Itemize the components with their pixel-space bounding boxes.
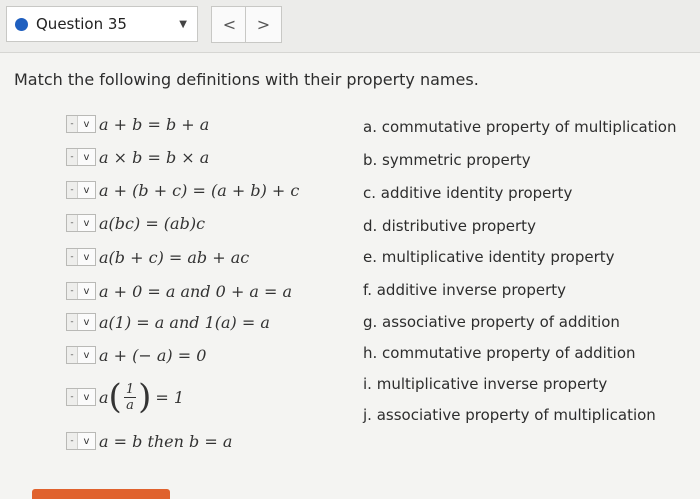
match-dropdown[interactable]: - v [66,148,96,166]
chevron-down-icon: v [83,184,90,196]
property-option: j. associative property of multiplication [363,406,656,424]
definition-row [66,311,270,333]
property-option: b. symmetric property [363,151,531,169]
definition-row [66,146,209,168]
property-option: i. multiplicative inverse property [363,375,608,393]
property-option: a. commutative property of multiplication [363,118,677,136]
definition-text: a + (b + c) = (a + b) + c [99,180,300,200]
submit-button[interactable] [32,489,170,499]
match-dropdown[interactable]: - v [66,346,96,364]
fraction-prefix: a [99,387,109,407]
definition-fraction [99,377,185,417]
match-dropdown[interactable]: - v [66,214,96,232]
chevron-right-icon: > [256,15,271,34]
question-selector[interactable] [6,6,198,42]
property-option: h. commutative property of addition [363,344,636,362]
definition-text: a = b then b = a [99,431,233,451]
definition-text: a(1) = a and 1(a) = a [99,312,270,332]
match-dropdown[interactable]: - v [66,432,96,450]
dropdown-triangle-icon: ▼ [179,18,187,30]
definition-row [66,280,292,302]
property-option: c. additive identity property [363,184,573,202]
status-dot-icon [15,18,28,31]
fraction-suffix: = 1 [155,387,185,407]
chevron-down-icon: v [83,217,90,229]
question-prompt: Match the following definitions with their property names. [14,70,479,89]
definition-row [66,377,185,417]
definition-text: a + (− a) = 0 [99,345,207,365]
definition-text: a(b + c) = ab + ac [99,247,250,267]
right-paren-icon: ) [138,377,152,417]
definition-row [66,212,205,234]
chevron-left-icon: < [222,15,237,34]
fraction-numerator: 1 [125,381,135,397]
definition-text: a × b = b × a [99,147,210,167]
match-dropdown[interactable]: - v [66,115,96,133]
previous-question-button[interactable] [211,6,248,43]
match-dropdown[interactable]: - v [66,388,96,406]
property-option: d. distributive property [363,217,536,235]
chevron-down-icon: v [83,391,90,403]
chevron-down-icon: v [83,349,90,361]
question-toolbar [0,0,700,53]
definition-row [66,246,249,268]
chevron-down-icon: v [83,435,90,447]
property-option: f. additive inverse property [363,281,567,299]
fraction [124,382,136,413]
fraction-denominator: a [126,397,134,413]
chevron-down-icon: v [83,118,90,130]
definition-text: a(bc) = (ab)c [99,213,206,233]
match-dropdown[interactable]: - v [66,181,96,199]
left-paren-icon: ( [108,377,122,417]
match-dropdown[interactable]: - v [66,313,96,331]
match-dropdown[interactable]: - v [66,248,96,266]
match-dropdown[interactable]: - v [66,282,96,300]
chevron-down-icon: v [83,151,90,163]
definition-text: a + b = b + a [99,114,210,134]
next-question-button[interactable] [245,6,282,43]
definition-row [66,430,232,452]
chevron-down-icon: v [83,316,90,328]
definition-row [66,344,206,366]
chevron-down-icon: v [83,285,90,297]
definition-row [66,179,299,201]
property-option: g. associative property of addition [363,313,620,331]
property-option: e. multiplicative identity property [363,248,615,266]
chevron-down-icon: v [83,251,90,263]
definition-row [66,113,209,135]
question-label: Question 35 [36,15,127,33]
definition-text: a + 0 = a and 0 + a = a [99,281,293,301]
